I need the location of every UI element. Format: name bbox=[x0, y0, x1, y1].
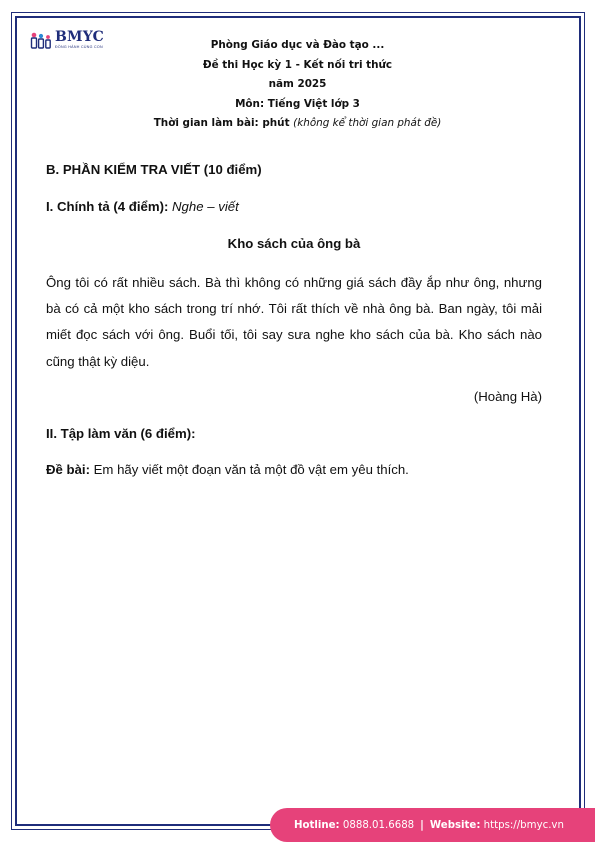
header-line-subject: Môn: Tiếng Việt lớp 3 bbox=[235, 97, 360, 110]
prompt-label: Đề bài: bbox=[46, 462, 90, 477]
part2-heading: II. Tập làm văn (6 điểm): bbox=[46, 426, 196, 441]
part1-type: Nghe – viết bbox=[172, 199, 239, 214]
header-line-department: Phòng Giáo dục và Đào tạo ... bbox=[210, 39, 385, 51]
website-label: Website: bbox=[429, 819, 481, 831]
time-label: Thời gian làm bài: phút bbox=[153, 117, 290, 129]
time-note: (không kể thời gian phát đề) bbox=[293, 117, 442, 129]
header-line-exam-title: Đề thi Học kỳ 1 - Kết nối tri thức bbox=[202, 58, 393, 71]
header-line-year: năm 2025 bbox=[268, 78, 327, 90]
essay-prompt bbox=[46, 462, 542, 477]
logo-name: BMYC bbox=[55, 28, 105, 45]
passage-title: Kho sách của ông bà bbox=[227, 236, 361, 251]
website-link[interactable]: https://bmyc.vn bbox=[483, 819, 564, 831]
exam-header bbox=[0, 36, 595, 134]
logo-tagline: ĐỒNG HÀNH CÙNG CON bbox=[55, 44, 103, 49]
passage-author: (Hoàng Hà) bbox=[473, 389, 542, 404]
footer-separator: | bbox=[420, 819, 424, 831]
header-line-time bbox=[0, 114, 595, 134]
page-border-inner bbox=[15, 16, 581, 826]
hotline-label: Hotline: bbox=[294, 819, 340, 831]
part1-heading bbox=[46, 199, 542, 214]
hotline-number[interactable]: 0888.01.6688 bbox=[342, 819, 415, 831]
part1-label: I. Chính tả (4 điểm): bbox=[46, 199, 169, 214]
prompt-text: Em hãy viết một đoạn văn tả một đồ vật em yêu thích. bbox=[93, 462, 409, 477]
passage-text: Ông tôi có rất nhiều sách. Bà thì không có những giá sách đầy ắp như ông, nhưng bà có cả một kho sách trong trí nhớ. Tôi rất thích về nhà ông bà. Ban ngày, tôi mải miết đọc sách với ông. Buổi tối, tôi say sưa nghe kho sách của bà. Kho sách nào cũng thật kỳ diệu. bbox=[46, 275, 542, 369]
section-b-heading: B. PHẦN KIỂM TRA VIẾT (10 điểm) bbox=[46, 162, 262, 177]
contact-footer bbox=[270, 808, 595, 842]
